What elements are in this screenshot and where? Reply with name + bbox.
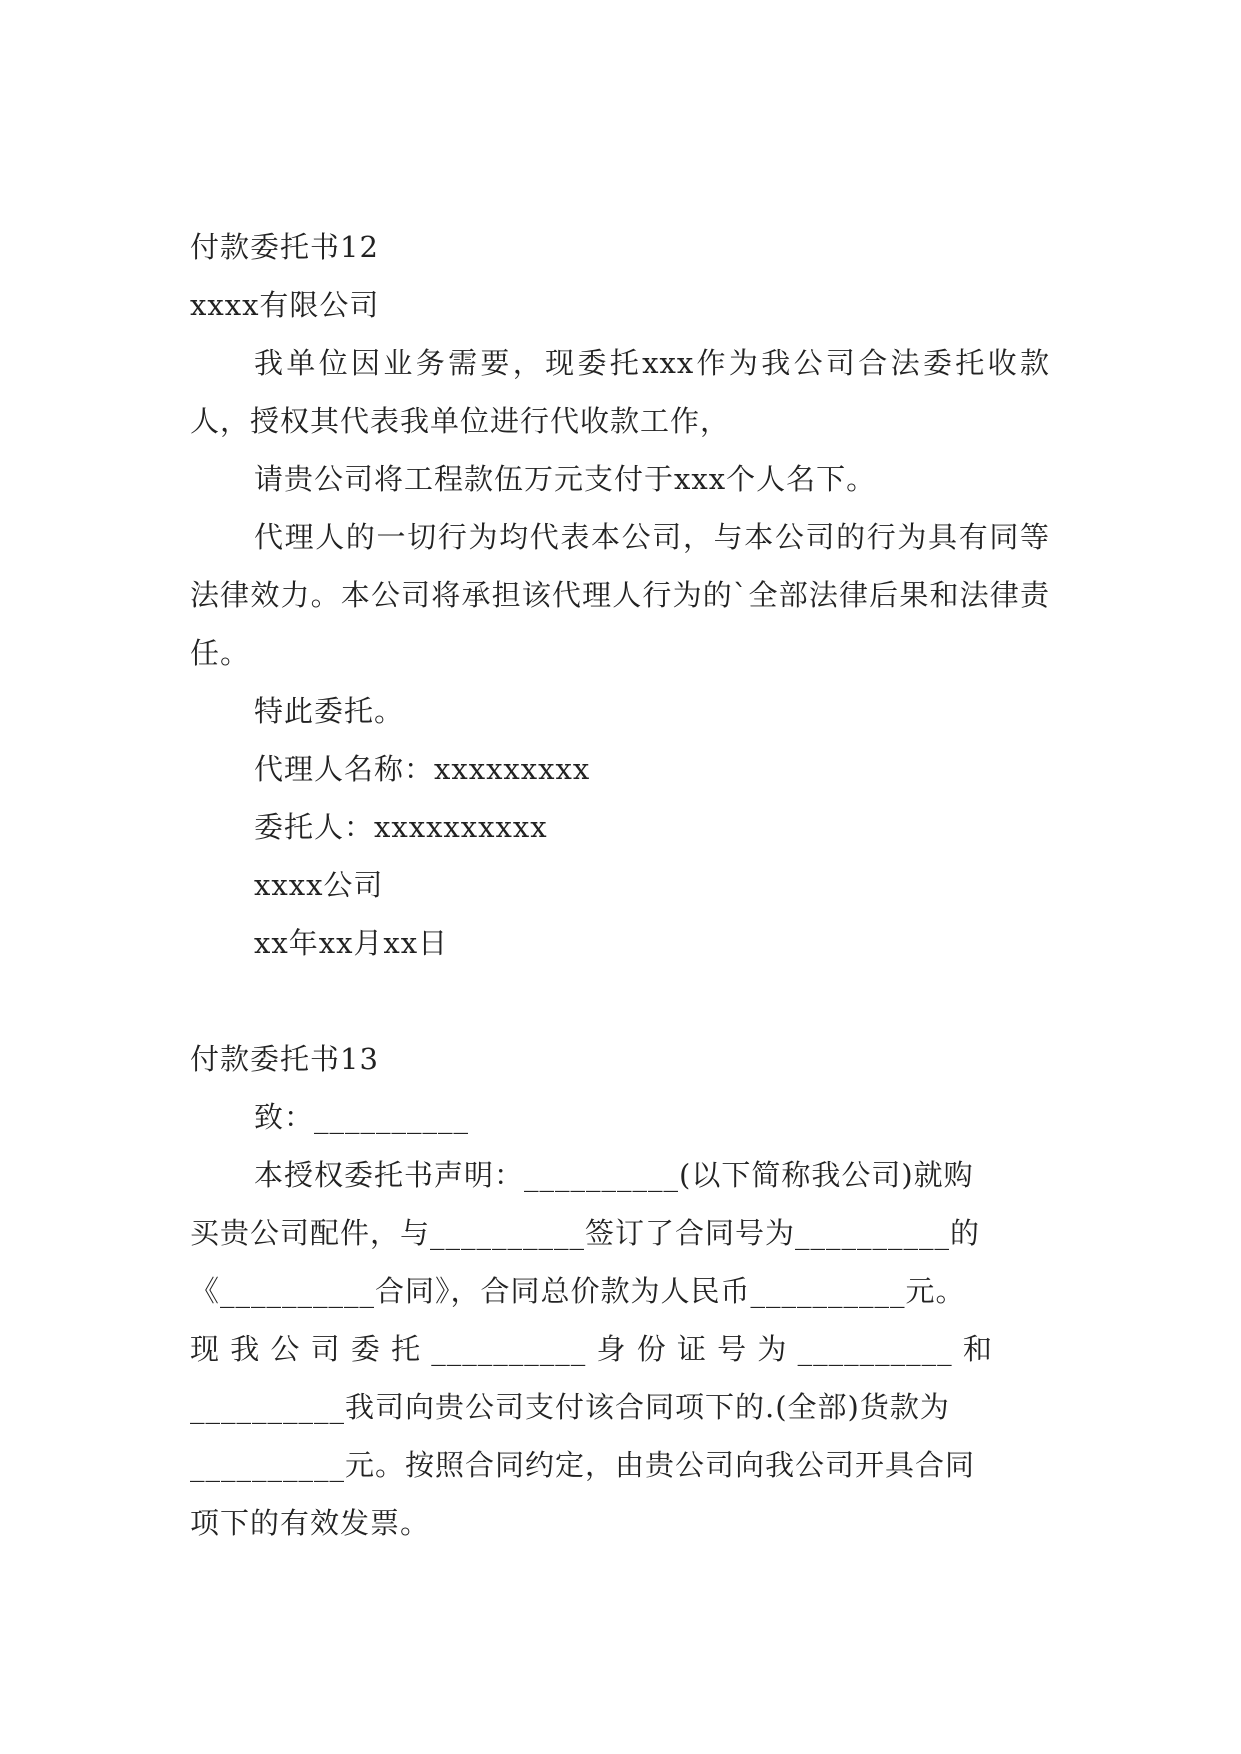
declaration-line-3: 《__________合同》，合同总价款为人民币__________元。 (190, 1274, 966, 1308)
addressee-company: xxxx有限公司 (190, 288, 380, 322)
declaration-line-7: 项下的有效发票。 (190, 1506, 431, 1540)
section-13-title: 付款委托书13 (190, 1042, 379, 1076)
declaration-line-1: 本授权委托书声明：__________(以下简称我公司)就购 (254, 1158, 974, 1192)
closing-statement: 特此委托。 (254, 694, 405, 728)
signature-date: xx年xx月xx日 (254, 926, 449, 960)
principal-name: 委托人：xxxxxxxxxx (254, 810, 548, 844)
paragraph-payment-request: 请贵公司将工程款伍万元支付于xxx个人名下。 (254, 462, 877, 496)
section-12-title: 付款委托书12 (190, 230, 379, 264)
recipient-line: 致：__________ (254, 1100, 470, 1134)
paragraph-authorization: 我单位因业务需要，现委托xxx作为我公司合法委托收款人，授权其代表我单位进行代收款工作， (190, 346, 1050, 438)
company-signature: xxxx公司 (254, 868, 384, 902)
declaration-line-5: __________我司向贵公司支付该合同项下的.(全部)货款为 (190, 1390, 950, 1424)
declaration-line-2: 买贵公司配件，与__________签订了合同号为__________的 (190, 1216, 981, 1250)
agent-name: 代理人名称：xxxxxxxxx (254, 752, 591, 786)
paragraph-legal-effect: 代理人的一切行为均代表本公司，与本公司的行为具有同等法律效力。本公司将承担该代理人行为的`全部法律后果和法律责任。 (190, 520, 1050, 670)
declaration-line-4: 现 我 公 司 委 托 __________ 身 份 证 号 为 __________ 和 (190, 1332, 993, 1366)
declaration-line-6: __________元。按照合同约定，由贵公司向我公司开具合同 (190, 1448, 976, 1482)
section-divider-space (190, 972, 1050, 1030)
document-body (190, 218, 1050, 1552)
